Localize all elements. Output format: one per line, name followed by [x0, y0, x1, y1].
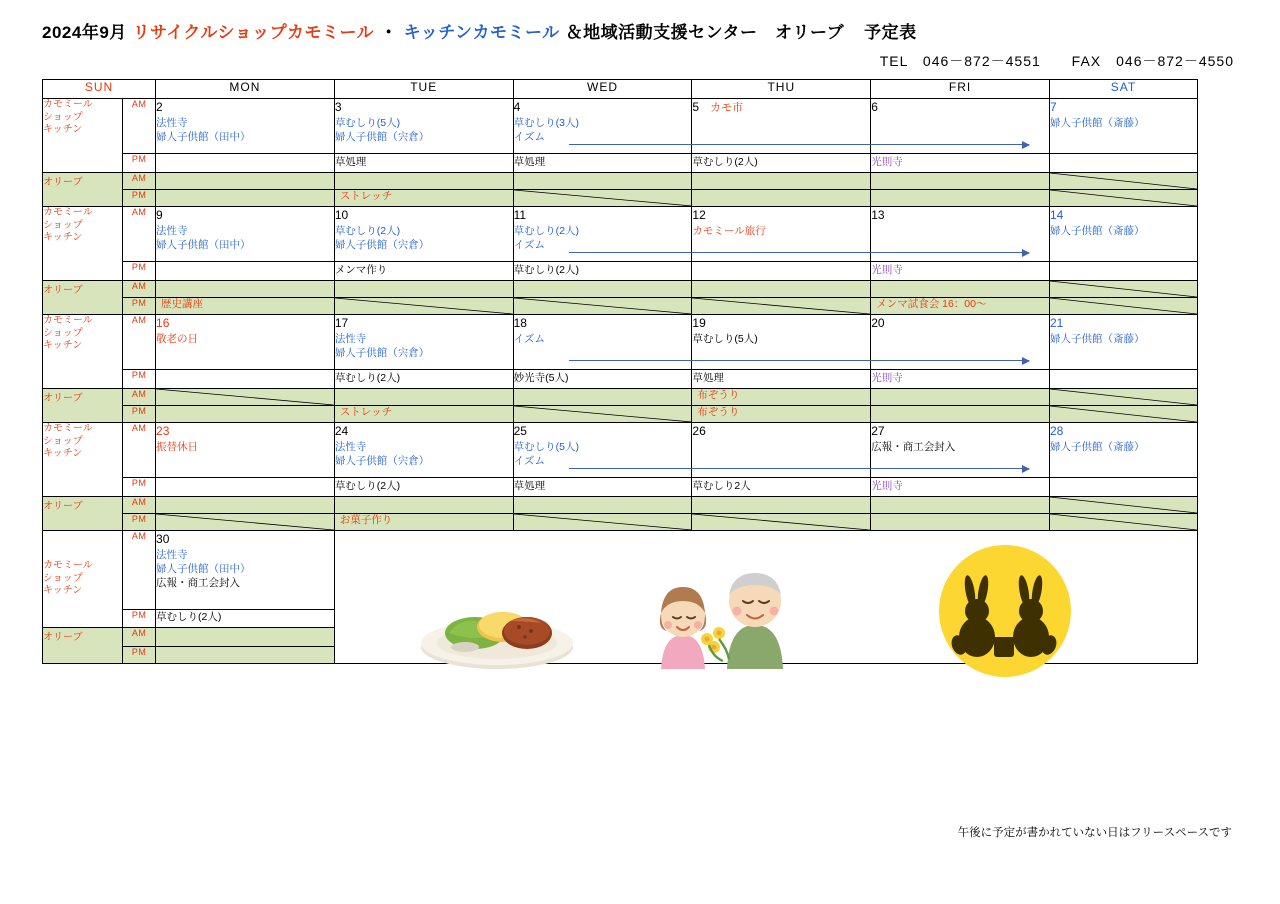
day-number: 14 — [1050, 208, 1064, 222]
day-cell-pm[interactable] — [871, 370, 1050, 389]
event-text: イズム — [513, 131, 546, 144]
row-label-line1: カモミール — [43, 315, 93, 326]
telephone-number: TEL 046－872－4551 — [879, 53, 1041, 69]
row-label-kamomile — [43, 423, 123, 497]
event-text: 草むしり(2人) — [334, 480, 401, 492]
event-text: 敬老の日 — [156, 332, 199, 345]
column-header-sat: SAT — [1050, 80, 1198, 99]
event-text: 草処理 — [513, 480, 546, 492]
day-cell-pm[interactable] — [692, 154, 871, 173]
event-text: 婦人子供館（宍倉） — [334, 347, 430, 360]
day-cell-pm[interactable] — [513, 478, 692, 497]
ampm-label-am: AM — [123, 281, 156, 298]
event-text: 草むしり(2人) — [156, 611, 222, 623]
row-label-olive: オリーブ — [43, 173, 123, 207]
ampm-label-am: AM — [123, 531, 156, 610]
olive-cell-closed — [1050, 190, 1198, 207]
day-cell-pm[interactable] — [156, 154, 335, 173]
event-text: メンマ試食会 16：00～ — [876, 298, 987, 310]
ampm-label-am: AM — [123, 497, 156, 514]
ampm-label-pm: PM — [123, 190, 156, 207]
row-label-line1: カモミール — [43, 99, 93, 110]
row-label-kamomile — [43, 99, 123, 173]
day-cell[interactable] — [334, 207, 513, 262]
event-text: 法性寺 — [334, 440, 367, 453]
olive-cell[interactable] — [871, 173, 1050, 190]
ampm-label-am: AM — [123, 99, 156, 154]
event-text: 広報・商工会封入 — [871, 440, 956, 453]
event-text: 婦人子供館（宍倉） — [334, 131, 430, 144]
olive-cell-closed — [692, 514, 871, 531]
footnote-text: 午後に予定が書かれていない日はフリースペースです — [957, 827, 1232, 839]
olive-cell-closed — [1050, 281, 1198, 298]
event-text: 振替休日 — [156, 440, 199, 453]
column-header-mon: MON — [156, 80, 335, 99]
day-number: 23 — [156, 424, 170, 438]
table-row — [43, 514, 1198, 531]
day-number: 21 — [1050, 316, 1064, 330]
olive-cell-closed — [513, 406, 692, 423]
event-text: 婦人子供館（斎藤） — [1050, 224, 1145, 237]
title-date: 2024年9月 — [42, 23, 127, 42]
olive-cell[interactable] — [692, 406, 871, 423]
olive-cell[interactable] — [334, 389, 513, 406]
ampm-label-pm: PM — [123, 154, 156, 173]
olive-cell-closed — [513, 298, 692, 315]
day-number: 10 — [334, 208, 349, 222]
day-cell[interactable] — [692, 315, 871, 370]
row-label-kamomile — [43, 315, 123, 389]
day-cell-pm[interactable] — [513, 370, 692, 389]
row-label-line2: ショップ — [43, 435, 83, 447]
event-text: 法性寺 — [334, 332, 367, 345]
day-cell-pm[interactable] — [334, 370, 513, 389]
title-org-kitchen: キッチンカモミール — [403, 23, 560, 42]
elderly-couple-illustration — [635, 543, 805, 673]
event-text: 布ぞうり — [697, 406, 740, 418]
olive-cell[interactable] — [692, 497, 871, 514]
olive-cell[interactable] — [156, 497, 335, 514]
day-cell-pm[interactable] — [156, 610, 335, 628]
olive-cell[interactable] — [692, 190, 871, 207]
column-header-tue: TUE — [334, 80, 513, 99]
row-label-line2: ショップ — [43, 327, 83, 339]
olive-cell[interactable] — [513, 389, 692, 406]
ampm-label-pm: PM — [123, 370, 156, 389]
ampm-label-pm: PM — [123, 514, 156, 531]
event-text: ストレッチ — [339, 190, 393, 202]
event-text: 広報・商工会封入 — [156, 577, 241, 590]
day-cell-pm[interactable] — [871, 478, 1050, 497]
page-title — [42, 18, 1238, 43]
event-text: 歴史講座 — [161, 298, 204, 310]
day-cell[interactable] — [692, 423, 871, 478]
event-text: カモミール旅行 — [692, 224, 766, 237]
event-text: 法性寺 — [156, 548, 188, 561]
day-cell[interactable] — [871, 207, 1050, 262]
day-number: 30 — [156, 532, 170, 546]
row-label-olive: オリーブ — [43, 281, 123, 315]
event-text: 光則寺 — [871, 480, 903, 492]
table-row — [43, 315, 1198, 370]
day-cell[interactable] — [513, 207, 692, 262]
event-text: 妙光寺(5人) — [513, 372, 569, 384]
table-row — [43, 370, 1198, 389]
event-text: 光則寺 — [871, 372, 903, 384]
day-number: 24 — [334, 424, 349, 438]
event-text: 光則寺 — [871, 156, 903, 168]
olive-cell-closed — [1050, 406, 1198, 423]
olive-cell[interactable] — [513, 173, 692, 190]
olive-cell-closed — [1050, 298, 1198, 315]
event-text: お菓子作り — [339, 514, 393, 526]
day-cell-pm[interactable] — [334, 154, 513, 173]
row-label-line3: キッチン — [43, 232, 83, 243]
day-cell[interactable] — [871, 315, 1050, 370]
ampm-label-pm: PM — [123, 610, 156, 628]
day-number: 12 — [692, 208, 706, 222]
day-number: 28 — [1050, 424, 1064, 438]
column-header-fri: FRI — [871, 80, 1050, 99]
day-number: 27 — [871, 424, 885, 438]
day-cell-pm[interactable] — [513, 154, 692, 173]
event-text: 光則寺 — [871, 264, 903, 276]
event-text: 草むしり(2人) — [692, 156, 758, 168]
day-cell[interactable] — [692, 99, 871, 154]
day-number: 6 — [871, 100, 878, 114]
table-row — [43, 190, 1198, 207]
table-row — [43, 281, 1198, 298]
title-org-recycle: リサイクルショップカモミール — [132, 23, 375, 42]
day-number: 13 — [871, 208, 885, 222]
olive-cell[interactable] — [156, 628, 335, 647]
event-text: カモ市 — [710, 102, 744, 114]
day-cell[interactable] — [871, 99, 1050, 154]
event-text: 布ぞうり — [697, 389, 740, 401]
event-text: 婦人子供館（田中） — [156, 239, 251, 252]
event-text: 草処理 — [692, 372, 724, 384]
olive-cell[interactable] — [156, 173, 335, 190]
day-number: 2 — [156, 100, 163, 114]
column-header-sun: SUN — [43, 80, 156, 99]
day-cell-pm[interactable] — [334, 262, 513, 281]
day-cell[interactable] — [692, 207, 871, 262]
event-text: 婦人子供館（田中） — [156, 563, 251, 576]
day-cell[interactable] — [513, 315, 692, 370]
illustration-inner — [335, 531, 1197, 663]
title-separator: ・ — [380, 23, 398, 42]
table-row — [43, 406, 1198, 423]
row-label-line2: ショップ — [43, 111, 83, 123]
olive-cell[interactable] — [871, 497, 1050, 514]
olive-cell-closed — [513, 514, 692, 531]
day-cell-pm[interactable] — [1050, 154, 1198, 173]
day-cell-pm[interactable] — [156, 370, 335, 389]
day-cell[interactable] — [156, 99, 335, 154]
ampm-label-am: AM — [123, 315, 156, 370]
day-cell-pm[interactable] — [1050, 478, 1198, 497]
event-text: 婦人子供館（斎藤） — [1050, 440, 1145, 453]
food-plate-illustration — [407, 559, 587, 679]
row-label-line1: カモミール — [43, 560, 93, 572]
day-cell-pm[interactable] — [1050, 262, 1198, 281]
olive-cell-closed — [513, 190, 692, 207]
day-cell[interactable] — [156, 207, 335, 262]
olive-cell[interactable] — [692, 389, 871, 406]
day-cell[interactable] — [1050, 207, 1198, 262]
day-cell[interactable] — [156, 531, 335, 610]
ampm-label-pm: PM — [123, 298, 156, 315]
day-cell-pm[interactable] — [692, 370, 871, 389]
column-header-thu: THU — [692, 80, 871, 99]
ampm-label-am: AM — [123, 423, 156, 478]
table-header-row — [43, 80, 1198, 99]
contact-info — [42, 51, 1238, 71]
event-text: 草むしり(2人) — [513, 264, 579, 276]
event-text: イズム — [513, 455, 546, 468]
day-cell[interactable] — [1050, 99, 1198, 154]
day-cell[interactable] — [1050, 423, 1198, 478]
day-cell[interactable] — [334, 315, 513, 370]
olive-cell[interactable] — [871, 514, 1050, 531]
olive-cell[interactable] — [871, 406, 1050, 423]
day-cell[interactable] — [1050, 315, 1198, 370]
table-row — [43, 389, 1198, 406]
row-label-kamomile — [43, 207, 123, 281]
ampm-label-am: AM — [123, 173, 156, 190]
event-text: 草むしり(2人) — [513, 224, 579, 237]
row-label-olive: オリーブ — [43, 389, 123, 423]
event-text: 草むしり(2人) — [334, 224, 401, 237]
ampm-label-am: AM — [123, 207, 156, 262]
day-cell-pm[interactable] — [156, 262, 335, 281]
olive-cell-closed — [156, 514, 335, 531]
olive-cell[interactable] — [513, 497, 692, 514]
title-schedule-label: 予定表 — [864, 23, 917, 42]
event-text: メンマ作り — [334, 264, 388, 276]
day-cell[interactable] — [871, 423, 1050, 478]
row-label-olive: オリーブ — [43, 497, 123, 531]
day-cell-pm[interactable] — [871, 262, 1050, 281]
olive-cell-closed — [692, 298, 871, 315]
olive-cell[interactable] — [334, 406, 513, 423]
event-text: 草処理 — [513, 156, 546, 168]
event-text: 草むしり(5人) — [513, 440, 579, 453]
day-number: 5 — [692, 100, 700, 114]
olive-cell[interactable] — [692, 173, 871, 190]
row-label-kamomile — [43, 531, 123, 628]
day-number: 9 — [156, 208, 163, 222]
olive-cell[interactable] — [156, 281, 335, 298]
day-number: 17 — [334, 316, 349, 330]
olive-cell[interactable] — [871, 298, 1050, 315]
olive-cell[interactable] — [156, 190, 335, 207]
ampm-label-pm: PM — [123, 478, 156, 497]
event-text: 草むしり(5人) — [334, 116, 401, 129]
table-row — [43, 99, 1198, 154]
ampm-label-pm: PM — [123, 647, 156, 664]
column-header-wed: WED — [513, 80, 692, 99]
event-text: 婦人子供館（斎藤） — [1050, 332, 1145, 345]
day-cell-pm[interactable] — [1050, 370, 1198, 389]
olive-cell-closed — [156, 389, 335, 406]
event-text: 婦人子供館（宍倉） — [334, 239, 430, 252]
table-row — [43, 207, 1198, 262]
fax-number: FAX 046－872－4550 — [1071, 53, 1234, 69]
olive-cell[interactable] — [334, 497, 513, 514]
table-row — [43, 531, 1198, 610]
day-cell-pm[interactable] — [871, 154, 1050, 173]
table-row — [43, 497, 1198, 514]
event-text: 草むしり(5人) — [692, 332, 758, 345]
olive-cell-closed — [1050, 173, 1198, 190]
day-number: 3 — [334, 100, 342, 114]
event-text: 草処理 — [334, 156, 367, 168]
row-label-line3: キッチン — [43, 340, 83, 351]
table-row — [43, 173, 1198, 190]
olive-cell[interactable] — [334, 190, 513, 207]
event-text: 法性寺 — [156, 224, 188, 237]
illustration-area — [334, 531, 1197, 664]
olive-cell[interactable] — [871, 281, 1050, 298]
olive-cell[interactable] — [156, 647, 335, 664]
event-text: 草むしり(3人) — [513, 116, 579, 129]
table-row — [43, 298, 1198, 315]
event-text: ストレッチ — [339, 406, 393, 418]
day-cell-pm[interactable] — [513, 262, 692, 281]
row-label-line2: ショップ — [43, 572, 83, 584]
title-org-olive: ＆地域活動支援センター オリーブ — [565, 23, 845, 42]
row-label-line3: キッチン — [43, 124, 83, 135]
olive-cell-closed — [1050, 514, 1198, 531]
row-label-line1: カモミール — [43, 207, 93, 218]
day-cell[interactable] — [156, 423, 335, 478]
row-label-line2: ショップ — [43, 219, 83, 231]
olive-cell[interactable] — [334, 514, 513, 531]
event-text: 草むしり(2人) — [334, 372, 401, 384]
olive-cell[interactable] — [513, 281, 692, 298]
event-text: 婦人子供館（田中） — [156, 131, 251, 144]
day-number: 19 — [692, 316, 706, 330]
event-text: 婦人子供館（斎藤） — [1050, 116, 1145, 129]
day-cell-pm[interactable] — [156, 478, 335, 497]
olive-cell-closed — [1050, 389, 1198, 406]
event-text: イズム — [513, 332, 546, 345]
day-number: 20 — [871, 316, 885, 330]
schedule-table — [42, 79, 1198, 664]
day-cell[interactable] — [334, 423, 513, 478]
table-row — [43, 262, 1198, 281]
day-cell-pm[interactable] — [692, 478, 871, 497]
day-cell[interactable] — [513, 423, 692, 478]
olive-cell-closed — [334, 298, 513, 315]
ampm-label-am: AM — [123, 628, 156, 647]
day-cell[interactable] — [334, 99, 513, 154]
olive-cell[interactable] — [156, 298, 335, 315]
event-text: 草むしり2人 — [692, 480, 751, 492]
day-number: 4 — [513, 100, 521, 114]
row-label-line3: キッチン — [43, 585, 83, 597]
table-row — [43, 423, 1198, 478]
olive-cell[interactable] — [871, 190, 1050, 207]
ampm-label-pm: PM — [123, 262, 156, 281]
olive-cell[interactable] — [334, 173, 513, 190]
event-text: イズム — [513, 239, 546, 252]
day-cell[interactable] — [513, 99, 692, 154]
olive-cell[interactable] — [692, 281, 871, 298]
olive-cell[interactable] — [156, 406, 335, 423]
day-number: 25 — [513, 424, 527, 438]
day-cell-pm[interactable] — [334, 478, 513, 497]
olive-cell[interactable] — [871, 389, 1050, 406]
table-row — [43, 478, 1198, 497]
ampm-label-am: AM — [123, 389, 156, 406]
event-text: 婦人子供館（宍倉） — [334, 455, 430, 468]
table-row — [43, 154, 1198, 173]
olive-cell-closed — [1050, 497, 1198, 514]
day-number: 16 — [156, 316, 170, 330]
day-cell[interactable] — [156, 315, 335, 370]
day-number: 18 — [513, 316, 527, 330]
row-label-line1: カモミール — [43, 423, 93, 434]
event-text: 法性寺 — [156, 116, 188, 129]
row-label-olive: オリーブ — [43, 628, 123, 664]
moon-rabbits-illustration — [935, 541, 1075, 681]
day-number: 7 — [1050, 100, 1057, 114]
row-label-line3: キッチン — [43, 448, 83, 459]
olive-cell[interactable] — [334, 281, 513, 298]
day-number: 26 — [692, 424, 706, 438]
day-number: 11 — [513, 208, 527, 222]
ampm-label-pm: PM — [123, 406, 156, 423]
day-cell-pm[interactable] — [692, 262, 871, 281]
